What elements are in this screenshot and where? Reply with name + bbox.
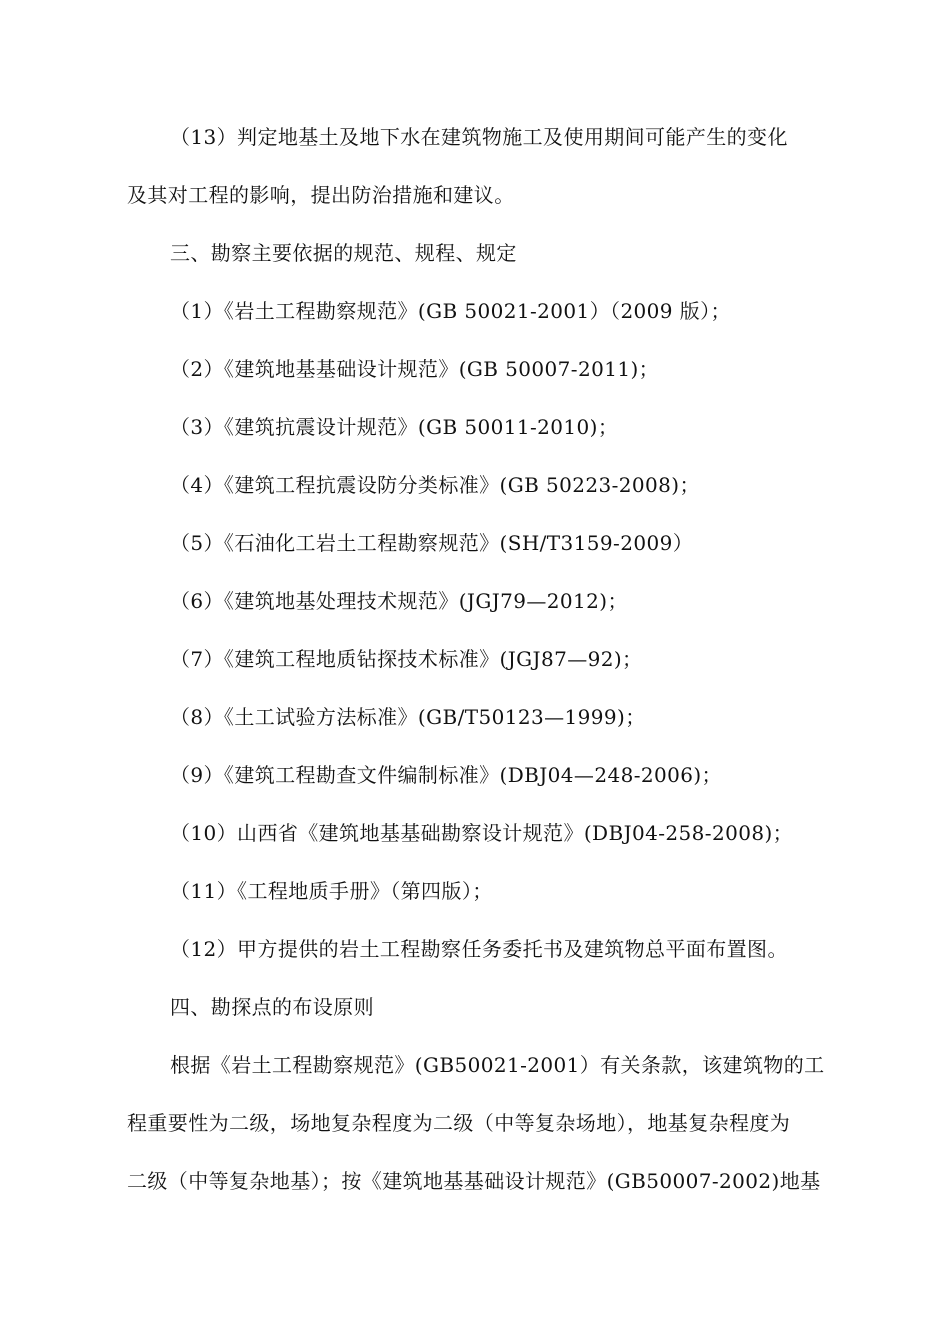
paragraph-13-line-1: （13）判定地基土及地下水在建筑物施工及使用期间可能产生的变化 [170,125,788,149]
reference-item-6: （6）《建筑地基处理技术规范》(JGJ79—2012)； [170,589,628,613]
section-4-heading: 四、勘探点的布设原则 [170,995,374,1019]
reference-item-1: （1）《岩土工程勘察规范》(GB 50021-2001）（2009 版）； [170,299,731,323]
reference-item-9: （9）《建筑工程勘查文件编制标准》(DBJ04—248-2006)； [170,763,722,787]
reference-item-11: （11）《工程地质手册》（第四版）； [170,879,493,903]
section-4-paragraph-line-3: 二级（中等复杂地基）；按《建筑地基基础设计规范》(GB50007-2002)地基 [127,1169,821,1193]
section-4-paragraph-line-1: 根据《岩土工程勘察规范》(GB50021-2001）有关条款，该建筑物的工 [170,1053,825,1077]
reference-item-8: （8）《土工试验方法标准》(GB/T50123—1999)； [170,705,646,729]
reference-item-4: （4）《建筑工程抗震设防分类标准》(GB 50223-2008)； [170,473,700,497]
reference-item-2: （2）《建筑地基基础设计规范》(GB 50007-2011)； [170,357,660,381]
reference-item-5: （5）《石油化工岩土工程勘察规范》(SH/T3159-2009） [170,531,694,555]
reference-item-12: （12）甲方提供的岩土工程勘察任务委托书及建筑物总平面布置图。 [170,937,788,961]
reference-item-7: （7）《建筑工程地质钻探技术标准》(JGJ87—92)； [170,647,643,671]
section-3-heading: 三、勘察主要依据的规范、规程、规定 [170,241,517,265]
section-4-paragraph-line-2: 程重要性为二级，场地复杂程度为二级（中等复杂场地），地基复杂程度为 [127,1111,791,1135]
reference-item-3: （3）《建筑抗震设计规范》(GB 50011-2010)； [170,415,619,439]
reference-item-10: （10）山西省《建筑地基基础勘察设计规范》(DBJ04-258-2008)； [170,821,794,845]
paragraph-13-line-2: 及其对工程的影响，提出防治措施和建议。 [127,183,515,207]
